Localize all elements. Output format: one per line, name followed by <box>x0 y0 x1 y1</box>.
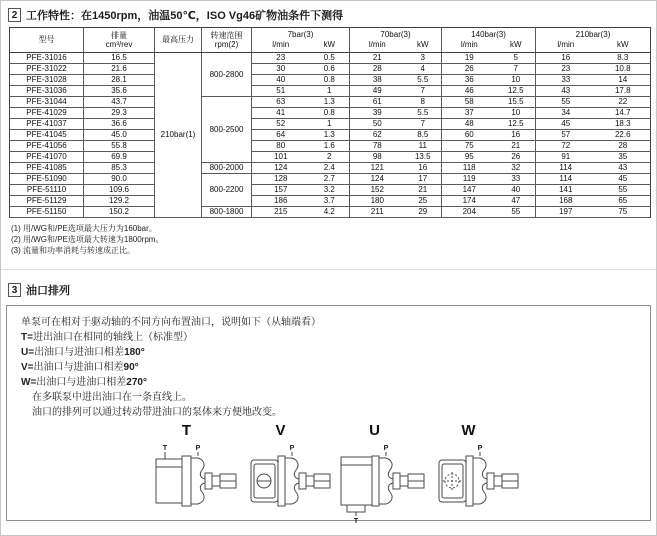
flow-cell: 64 <box>252 130 310 141</box>
footnote-3: (3) 流量和功率消耗与转速成正比。 <box>11 246 135 255</box>
flow-cell: 197 <box>536 207 596 218</box>
displacement-cell: 35.6 <box>84 86 155 97</box>
port-arrangement-line: 油口的排列可以通过转动带进油口的泵体来方便地改变。 <box>32 407 282 418</box>
flow-cell: 186 <box>252 196 310 207</box>
power-cell: 18.3 <box>596 119 651 130</box>
flow-cell: 119 <box>442 174 497 185</box>
flow-cell: 124 <box>350 174 405 185</box>
flow-cell: 141 <box>536 185 596 196</box>
pump-letter-v: V <box>275 422 286 439</box>
spec-row <box>10 53 651 64</box>
flow-cell: 114 <box>536 174 596 185</box>
power-cell: 21 <box>405 185 442 196</box>
header-210bar: 210bar(3) <box>536 28 651 41</box>
spec-row <box>10 196 651 207</box>
flow-cell: 58 <box>442 97 497 108</box>
subheader-power: kW <box>310 40 350 53</box>
spec-row <box>10 119 651 130</box>
power-cell: 12.5 <box>497 86 536 97</box>
power-cell: 7 <box>405 86 442 97</box>
displacement-cell: 29.3 <box>84 108 155 119</box>
flow-cell: 157 <box>252 185 310 196</box>
spec-row <box>10 207 651 218</box>
model-cell: PFE-41045 <box>10 130 84 141</box>
flow-cell: 211 <box>350 207 405 218</box>
power-cell: 1.3 <box>310 130 350 141</box>
power-cell: 4 <box>405 64 442 75</box>
displacement-cell: 85.3 <box>84 163 155 174</box>
power-cell: 1.3 <box>310 97 350 108</box>
speed-range-cell: 800-2000 <box>202 163 252 174</box>
header-max-pressure: 最高压力 <box>155 28 202 53</box>
performance-table <box>9 27 651 218</box>
flow-cell: 23 <box>536 64 596 75</box>
flow-cell: 39 <box>350 108 405 119</box>
power-cell: 8 <box>405 97 442 108</box>
port-label-t: T <box>162 445 167 452</box>
header-140bar: 140bar(3) <box>442 28 536 41</box>
model-cell: PFE-51090 <box>10 174 84 185</box>
power-cell: 10 <box>497 75 536 86</box>
power-cell: 55 <box>596 185 651 196</box>
flow-cell: 48 <box>442 119 497 130</box>
subheader-power: kW <box>405 40 442 53</box>
displacement-cell: 55.8 <box>84 141 155 152</box>
power-cell: 1.6 <box>310 141 350 152</box>
header-displacement: 排量 cm³/rev <box>84 28 155 53</box>
displacement-cell: 45.0 <box>84 130 155 141</box>
port-label-p: P <box>383 445 388 452</box>
flow-cell: 72 <box>536 141 596 152</box>
power-cell: 8.3 <box>596 53 651 64</box>
port-label-p: P <box>289 445 294 452</box>
table-header <box>10 28 651 53</box>
power-cell: 2.7 <box>310 174 350 185</box>
power-cell: 10.8 <box>596 64 651 75</box>
power-cell: 16 <box>497 130 536 141</box>
section3-title <box>8 282 656 298</box>
flow-cell: 30 <box>252 64 310 75</box>
model-cell: PFE-41070 <box>10 152 84 163</box>
power-cell: 43 <box>596 163 651 174</box>
flow-cell: 98 <box>350 152 405 163</box>
pump-letter-t: T <box>181 422 192 439</box>
power-cell: 11 <box>405 141 442 152</box>
power-cell: 25 <box>405 196 442 207</box>
power-cell: 5.5 <box>405 75 442 86</box>
spec-row <box>10 152 651 163</box>
subheader-flow: l/min <box>442 40 497 53</box>
flow-cell: 215 <box>252 207 310 218</box>
subheader-power: kW <box>596 40 651 53</box>
flow-cell: 45 <box>536 119 596 130</box>
displacement-cell: 90.0 <box>84 174 155 185</box>
header-70bar: 70bar(3) <box>350 28 442 41</box>
speed-range-cell: 800-1800 <box>202 207 252 218</box>
pump-figure-t <box>150 423 242 529</box>
pump-drawing-t <box>150 440 242 524</box>
port-label-p: P <box>477 445 482 452</box>
port-label-p: P <box>195 445 200 452</box>
header-model: 型号 <box>10 28 84 53</box>
port-label-t: T <box>353 518 358 524</box>
displacement-cell: 150.2 <box>84 207 155 218</box>
pump-figure-v <box>244 423 336 529</box>
port-arrangement-box <box>6 305 651 524</box>
spec-row <box>10 64 651 75</box>
spec-row <box>10 86 651 97</box>
flow-cell: 51 <box>252 86 310 97</box>
power-cell: 13.5 <box>405 152 442 163</box>
flow-cell: 49 <box>350 86 405 97</box>
port-arrangement-line: W=出油口与进油口相差270° <box>21 377 147 388</box>
power-cell: 7 <box>497 64 536 75</box>
model-cell: PFE-41029 <box>10 108 84 119</box>
power-cell: 17.8 <box>596 86 651 97</box>
model-cell: PFE-51150 <box>10 207 84 218</box>
port-arrangement-text <box>21 315 638 420</box>
flow-cell: 16 <box>536 53 596 64</box>
power-cell: 35 <box>596 152 651 163</box>
flow-cell: 26 <box>442 64 497 75</box>
power-cell: 5.5 <box>405 108 442 119</box>
section2-title <box>8 7 656 23</box>
pump-diagrams <box>21 423 638 529</box>
flow-cell: 174 <box>442 196 497 207</box>
power-cell: 4.2 <box>310 207 350 218</box>
power-cell: 40 <box>497 185 536 196</box>
power-cell: 55 <box>497 207 536 218</box>
flow-cell: 28 <box>350 64 405 75</box>
power-cell: 0.5 <box>310 53 350 64</box>
spec-row <box>10 130 651 141</box>
flow-cell: 62 <box>350 130 405 141</box>
spec-row <box>10 174 651 185</box>
footnote-2: (2) 用/WG和/PE选项最大转速为1800rpm。 <box>11 235 164 244</box>
power-cell: 28 <box>596 141 651 152</box>
flow-cell: 55 <box>536 97 596 108</box>
flow-cell: 168 <box>536 196 596 207</box>
power-cell: 5 <box>497 53 536 64</box>
flow-cell: 21 <box>350 53 405 64</box>
power-cell: 17 <box>405 174 442 185</box>
flow-cell: 60 <box>442 130 497 141</box>
speed-range-cell: 800-2800 <box>202 53 252 97</box>
spec-row <box>10 185 651 196</box>
power-cell: 12.5 <box>497 119 536 130</box>
flow-cell: 46 <box>442 86 497 97</box>
section-divider <box>1 269 656 270</box>
model-cell: PFE-41056 <box>10 141 84 152</box>
port-arrangement-line: V=出油口与进油口相差90° <box>21 362 139 373</box>
pump-letter-u: U <box>369 422 380 439</box>
port-arrangement-line: U=出油口与进油口相差180° <box>21 347 145 358</box>
power-cell: 33 <box>497 174 536 185</box>
flow-cell: 63 <box>252 97 310 108</box>
model-cell: PFE-51129 <box>10 196 84 207</box>
power-cell: 0.6 <box>310 64 350 75</box>
footnotes <box>11 223 656 256</box>
power-cell: 10 <box>497 108 536 119</box>
subheader-flow: l/min <box>350 40 405 53</box>
flow-cell: 19 <box>442 53 497 64</box>
pump-drawing-w <box>432 440 524 524</box>
flow-cell: 41 <box>252 108 310 119</box>
footnote-1: (1) 用/WG和/PE选项最大压力为160bar。 <box>11 224 157 233</box>
model-cell: PFE-31036 <box>10 86 84 97</box>
spec-row <box>10 108 651 119</box>
port-arrangement-line: 在多联泵中进出油口在一条直线上。 <box>32 392 192 403</box>
port-arrangement-line: 单泵可在相对于驱动轴的不同方向布置油口，说明如下（从轴端看） <box>21 317 321 328</box>
subheader-flow: l/min <box>252 40 310 53</box>
header-speed-range: 转速范围 rpm(2) <box>202 28 252 53</box>
power-cell: 21 <box>497 141 536 152</box>
flow-cell: 57 <box>536 130 596 141</box>
flow-cell: 75 <box>442 141 497 152</box>
pump-drawing-u <box>338 440 430 524</box>
flow-cell: 52 <box>252 119 310 130</box>
flow-cell: 124 <box>252 163 310 174</box>
pump-letter-w: W <box>461 422 476 439</box>
power-cell: 45 <box>596 174 651 185</box>
flow-cell: 33 <box>536 75 596 86</box>
spec-row <box>10 97 651 108</box>
displacement-cell: 43.7 <box>84 97 155 108</box>
power-cell: 47 <box>497 196 536 207</box>
flow-cell: 78 <box>350 141 405 152</box>
spec-row <box>10 75 651 86</box>
power-cell: 1 <box>310 86 350 97</box>
displacement-cell: 129.2 <box>84 196 155 207</box>
spec-row <box>10 163 651 174</box>
power-cell: 3 <box>405 53 442 64</box>
power-cell: 14.7 <box>596 108 651 119</box>
power-cell: 32 <box>497 163 536 174</box>
flow-cell: 37 <box>442 108 497 119</box>
model-cell: PFE-41037 <box>10 119 84 130</box>
model-cell: PFE-31016 <box>10 53 84 64</box>
power-cell: 3.7 <box>310 196 350 207</box>
flow-cell: 80 <box>252 141 310 152</box>
power-cell: 22 <box>596 97 651 108</box>
flow-cell: 91 <box>536 152 596 163</box>
power-cell: 22.6 <box>596 130 651 141</box>
section3-title-text: 油口排列 <box>26 285 70 297</box>
model-cell: PFE-51110 <box>10 185 84 196</box>
displacement-cell: 21.6 <box>84 64 155 75</box>
subheader-flow: l/min <box>536 40 596 53</box>
section2-title-text: 工作特性：在1450rpm，油温50℃，ISO Vg46矿物油条件下测得 <box>26 10 344 22</box>
power-cell: 65 <box>596 196 651 207</box>
port-arrangement-line: T=进出油口在相同的轴线上（标准型） <box>21 332 193 343</box>
table-body <box>10 53 651 218</box>
flow-cell: 147 <box>442 185 497 196</box>
flow-cell: 121 <box>350 163 405 174</box>
power-cell: 26 <box>497 152 536 163</box>
flow-cell: 101 <box>252 152 310 163</box>
flow-cell: 34 <box>536 108 596 119</box>
power-cell: 0.8 <box>310 75 350 86</box>
pump-drawing-v <box>244 440 336 524</box>
flow-cell: 40 <box>252 75 310 86</box>
model-cell: PFE-31028 <box>10 75 84 86</box>
power-cell: 1 <box>310 119 350 130</box>
flow-cell: 128 <box>252 174 310 185</box>
flow-cell: 43 <box>536 86 596 97</box>
subheader-power: kW <box>497 40 536 53</box>
power-cell: 29 <box>405 207 442 218</box>
power-cell: 15.5 <box>497 97 536 108</box>
flow-cell: 50 <box>350 119 405 130</box>
flow-cell: 118 <box>442 163 497 174</box>
displacement-cell: 16.5 <box>84 53 155 64</box>
spec-row <box>10 141 651 152</box>
flow-cell: 61 <box>350 97 405 108</box>
flow-cell: 38 <box>350 75 405 86</box>
displacement-cell: 28.1 <box>84 75 155 86</box>
max-pressure-cell: 210bar(1) <box>155 53 202 218</box>
flow-cell: 180 <box>350 196 405 207</box>
section2-number-badge: 2 <box>8 8 21 22</box>
flow-cell: 36 <box>442 75 497 86</box>
header-7bar: 7bar(3) <box>252 28 350 41</box>
power-cell: 14 <box>596 75 651 86</box>
power-cell: 7 <box>405 119 442 130</box>
pump-figure-w <box>432 423 524 529</box>
power-cell: 8.5 <box>405 130 442 141</box>
displacement-cell: 109.6 <box>84 185 155 196</box>
model-cell: PFE-41085 <box>10 163 84 174</box>
flow-cell: 114 <box>536 163 596 174</box>
flow-cell: 95 <box>442 152 497 163</box>
speed-range-cell: 800-2500 <box>202 97 252 163</box>
model-cell: PFE-31022 <box>10 64 84 75</box>
power-cell: 3.2 <box>310 185 350 196</box>
displacement-cell: 69.9 <box>84 152 155 163</box>
model-cell: PFE-31044 <box>10 97 84 108</box>
power-cell: 2.4 <box>310 163 350 174</box>
power-cell: 0.8 <box>310 108 350 119</box>
flow-cell: 204 <box>442 207 497 218</box>
section3-number-badge: 3 <box>8 283 21 297</box>
pump-figure-u <box>338 423 430 529</box>
speed-range-cell: 800-2200 <box>202 174 252 207</box>
power-cell: 75 <box>596 207 651 218</box>
flow-cell: 23 <box>252 53 310 64</box>
displacement-cell: 36.6 <box>84 119 155 130</box>
power-cell: 16 <box>405 163 442 174</box>
power-cell: 2 <box>310 152 350 163</box>
flow-cell: 152 <box>350 185 405 196</box>
